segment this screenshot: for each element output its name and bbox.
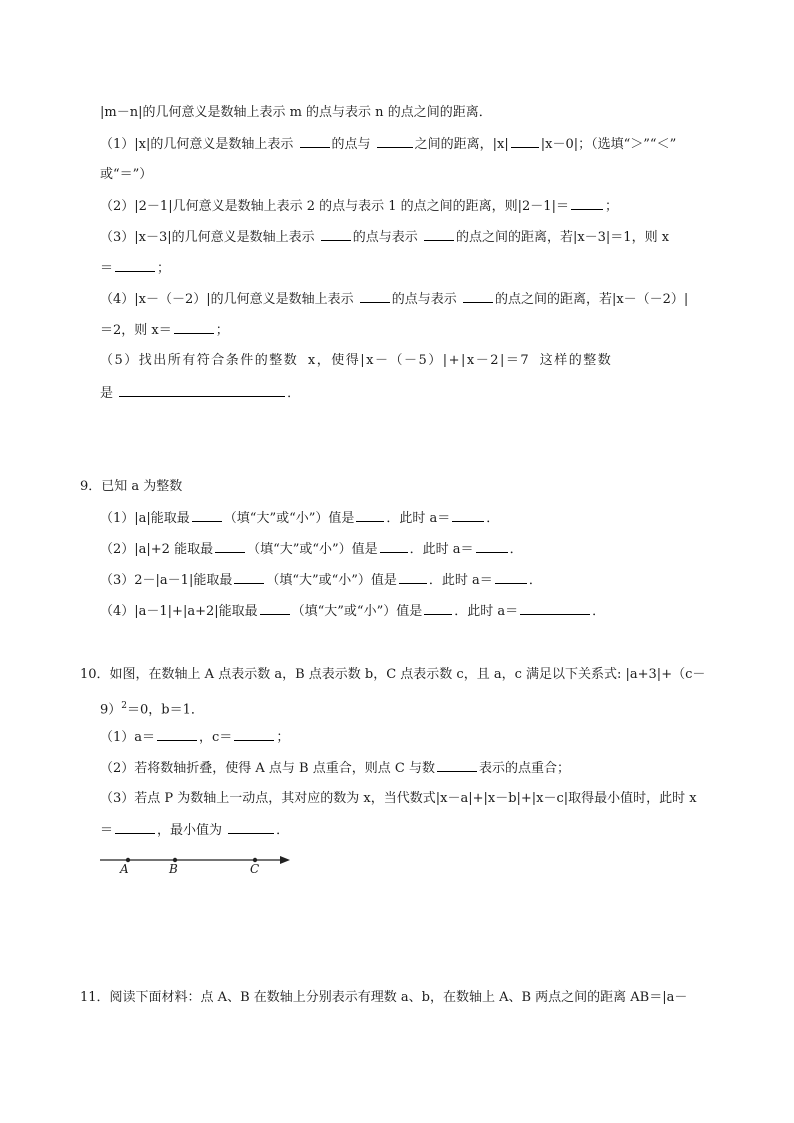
q8-part-5: （5）找出所有符合条件的整数 x，使得|x－（－5）|+|x－2|＝7 这样的整数 bbox=[100, 353, 613, 368]
q8-part-4: （4）|x－（－2）|的几何意义是数轴上表示 的点与表示 的点之间的距离，若|x－（－2）| bbox=[100, 292, 689, 307]
point-b-label: B bbox=[169, 862, 178, 876]
q10-part-3: （3）若点 P 为数轴上一动点，其对应的数为 x，当代数式|x－a|+|x－b|+|x－c|取得最小值时，此时 x bbox=[100, 791, 697, 806]
answer-blank[interactable] bbox=[380, 540, 408, 553]
answer-blank[interactable] bbox=[511, 135, 539, 148]
answer-blank[interactable] bbox=[520, 602, 590, 615]
answer-blank[interactable] bbox=[192, 509, 222, 522]
q9-part-3: （3）2－|a－1|能取最 （填“大”或“小”）值是 ．此时 a＝ ． bbox=[100, 573, 542, 588]
answer-blank[interactable] bbox=[452, 509, 484, 522]
answer-blank[interactable] bbox=[300, 135, 330, 148]
answer-blank[interactable] bbox=[437, 759, 477, 772]
q10-part-1: （1）a＝ ，c＝ ； bbox=[100, 730, 290, 745]
answer-blank[interactable] bbox=[234, 571, 264, 584]
answer-blank[interactable] bbox=[321, 228, 351, 241]
answer-blank[interactable] bbox=[463, 290, 493, 303]
q8-part-5-cont: 是 ． bbox=[100, 386, 301, 401]
answer-blank[interactable] bbox=[399, 571, 427, 584]
answer-blank[interactable] bbox=[115, 259, 155, 272]
point-c-label: C bbox=[250, 862, 260, 876]
intro-text: |m－n|的几何意义是数轴上表示 m 的点与表示 n 的点之间的距离． bbox=[100, 105, 492, 120]
number-line-figure bbox=[100, 852, 292, 882]
q10-line-2: 9）$^2$＝0，b＝1． bbox=[100, 701, 204, 718]
q8-part-2: （2）|2－1|几何意义是数轴上表示 2 的点与表示 1 的点之间的距离，则|2－1|＝ ； bbox=[100, 199, 618, 214]
answer-blank[interactable] bbox=[234, 728, 274, 741]
q9-title: 9．已知 a 为整数 bbox=[80, 479, 183, 494]
question-8-intro bbox=[100, 104, 492, 122]
answer-blank[interactable] bbox=[174, 321, 214, 334]
q11-line-1: 11．阅读下面材料：点 A、B 在数轴上分别表示有理数 a、b，在数轴上 A、B 两点之间的距离 AB＝|a－ bbox=[80, 990, 688, 1005]
q9-part-1: （1）|a|能取最 （填“大”或“小”）值是 ．此时 a＝ ． bbox=[100, 511, 500, 526]
answer-blank[interactable] bbox=[157, 728, 197, 741]
q9-part-2: （2）|a|+2 能取最 （填“大”或“小”）值是 ．此时 a＝ ． bbox=[100, 542, 523, 557]
answer-blank[interactable] bbox=[360, 290, 390, 303]
q8-part-3-cont: ＝ ； bbox=[100, 261, 171, 276]
answer-blank[interactable] bbox=[356, 509, 384, 522]
answer-blank[interactable] bbox=[424, 602, 452, 615]
answer-blank[interactable] bbox=[119, 384, 285, 397]
q9-part-4: （4）|a－1|+|a+2|能取最 （填“大”或“小”）值是 ．此时 a＝ ． bbox=[100, 604, 606, 619]
arrow-head-icon bbox=[280, 856, 290, 864]
answer-blank[interactable] bbox=[260, 602, 290, 615]
answer-blank[interactable] bbox=[495, 571, 527, 584]
q8-part-1-cont: 或“＝”） bbox=[100, 167, 153, 182]
point-a-label: A bbox=[120, 862, 129, 876]
answer-blank[interactable] bbox=[115, 821, 155, 834]
answer-blank[interactable] bbox=[215, 540, 245, 553]
q10-part-3-cont: ＝ ，最小值为 ． bbox=[100, 823, 290, 838]
answer-blank[interactable] bbox=[571, 197, 603, 210]
answer-blank[interactable] bbox=[377, 135, 413, 148]
q8-part-4-cont: ＝2，则 x＝ ； bbox=[100, 323, 229, 338]
answer-blank[interactable] bbox=[476, 540, 508, 553]
q8-part-1: （1）|x|的几何意义是数轴上表示 的点与 之间的距离，|x| |x－0|；（选填“＞”“＜” bbox=[100, 137, 677, 152]
q10-part-2: （2）若将数轴折叠，使得 A 点与 B 点重合，则点 C 与数 表示的点重合； bbox=[100, 761, 570, 776]
answer-blank[interactable] bbox=[424, 228, 454, 241]
q8-part-3: （3）|x－3|的几何意义是数轴上表示 的点与表示 的点之间的距离，若|x－3|＝1，则 x bbox=[100, 230, 670, 245]
answer-blank[interactable] bbox=[228, 821, 274, 834]
q10-line-1: 10．如图，在数轴上 A 点表示数 a，B 点表示数 b，C 点表示数 c，且 a，c 满足以下关系式: |a+3|+（c－ bbox=[80, 667, 706, 682]
